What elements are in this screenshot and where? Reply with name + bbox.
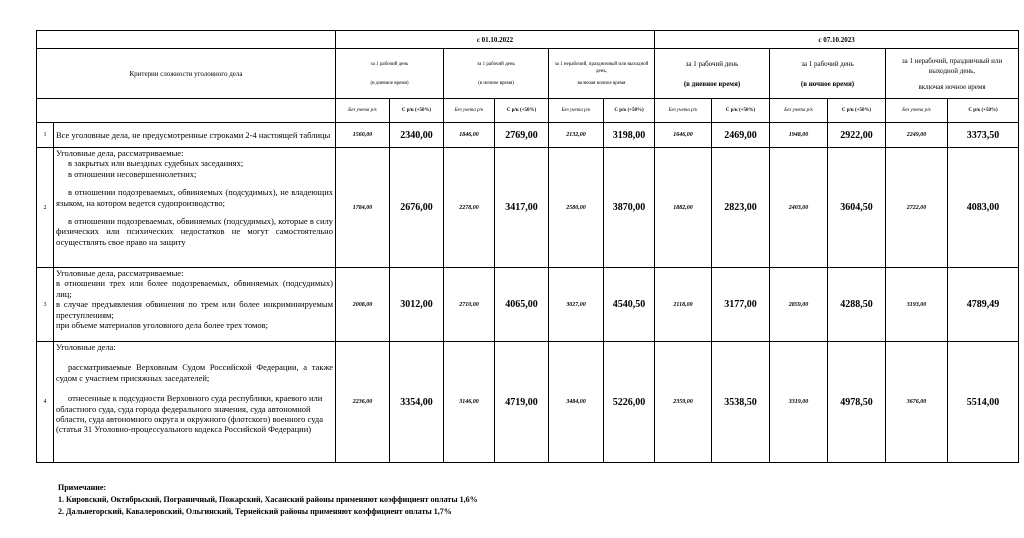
- value-cell: 3027,00: [549, 268, 604, 342]
- value-cell: 1560,00: [336, 123, 390, 148]
- value-cell: 3012,00: [390, 268, 444, 342]
- table-row-4: [37, 342, 1019, 463]
- value-cell: 3177,00: [712, 268, 770, 342]
- value-cell: 2359,00: [655, 342, 712, 463]
- period2-date: с 07.10.2023: [655, 31, 1019, 49]
- p2-holiday-title: за 1 нерабочий, праздничный или выходной день,: [901, 56, 1003, 75]
- empty-corner-cell: [37, 31, 336, 49]
- row-index: 2: [37, 148, 54, 268]
- row-text: отнесенные к подсудности Верховного суда республики, краевого или областного суда, суда города федерального значения, суда автономной области, суда автономного округа и окружного (флотского) военного суда (статья 31 Уголовно-процессуального кодекса Российской Федерации): [56, 393, 324, 435]
- p2-day-sub: (в дневное время): [683, 79, 741, 88]
- criteria-title: Критерии сложности уголовного дела: [37, 49, 336, 99]
- row-description: [54, 148, 336, 268]
- row-index: 4: [37, 342, 54, 463]
- value-cell: 3146,00: [444, 342, 495, 463]
- value-cell: 4288,50: [828, 268, 886, 342]
- row-text: в отношении трех или более подозреваемых, обвиняемых (подсудимых) лиц;: [56, 278, 333, 299]
- value-cell: 2340,00: [390, 123, 444, 148]
- sub-with-rk: С р/к (+50%): [712, 99, 770, 123]
- value-cell: 2580,00: [549, 148, 604, 268]
- p2-holiday-header: [886, 49, 1019, 99]
- table-row-1: [37, 123, 1019, 148]
- header-dates-row: [37, 31, 1019, 49]
- value-cell: 4540,50: [604, 268, 655, 342]
- value-cell: 3538,50: [712, 342, 770, 463]
- value-cell: 4083,00: [948, 148, 1019, 268]
- value-cell: 2403,00: [770, 148, 828, 268]
- p1-holiday-header: [549, 49, 655, 99]
- value-cell: 1948,00: [770, 123, 828, 148]
- value-cell: 3604,50: [828, 148, 886, 268]
- row-text: Уголовные дела, рассматриваемые:: [56, 268, 184, 278]
- value-cell: 3870,00: [604, 148, 655, 268]
- value-cell: 2132,00: [549, 123, 604, 148]
- sub-no-rk: Без учета р/к: [336, 99, 390, 123]
- note-item-1: 1. Кировский, Октябрьский, Пограничный, Пожарский, Хасанский районы применяют коэффициент оплаты 1,6%: [58, 495, 478, 504]
- tariff-table: [36, 30, 1019, 463]
- row-text: в отношении подозреваемых, обвиняемых (подсудимых), которые в силу физических или психических недостатков не могут самостоятельно осуществлять свое право на защиту: [56, 216, 333, 247]
- value-cell: 1882,00: [655, 148, 712, 268]
- row-text: при объеме материалов уголовного дела более трех томов;: [56, 320, 268, 331]
- p1-holiday-sub: включая ночное время: [577, 80, 626, 86]
- value-cell: 2823,00: [712, 148, 770, 268]
- table-row-3: [37, 268, 1019, 342]
- row-description: [54, 268, 336, 342]
- row-text: Уголовные дела, рассматриваемые:: [56, 148, 184, 158]
- period1-date: с 01.10.2022: [336, 31, 655, 49]
- value-cell: 2922,00: [828, 123, 886, 148]
- p1-day-sub: (в дневное время): [370, 80, 409, 86]
- sub-no-rk: Без учета р/к: [770, 99, 828, 123]
- sub-with-rk: С р/к (+50%): [604, 99, 655, 123]
- sub-with-rk: С р/к (+50%): [390, 99, 444, 123]
- value-cell: 2859,00: [770, 268, 828, 342]
- row-text: Уголовные дела:: [56, 342, 116, 352]
- value-cell: 1846,00: [444, 123, 495, 148]
- value-cell: 3193,00: [886, 268, 948, 342]
- table-row-2: [37, 148, 1019, 268]
- value-cell: 1646,00: [655, 123, 712, 148]
- p2-night-title: за 1 рабочий день: [801, 59, 854, 68]
- header-columns-row: [37, 49, 1019, 99]
- p1-night-header: [444, 49, 549, 99]
- p2-night-header: [770, 49, 886, 99]
- value-cell: 2236,00: [336, 342, 390, 463]
- value-cell: 3484,00: [549, 342, 604, 463]
- row-text: в отношении подозреваемых, обвиняемых (подсудимых), не владеющих языком, на котором ведется судопроизводство;: [56, 187, 333, 208]
- p1-day-header: [336, 49, 444, 99]
- sub-no-rk: Без учета р/к: [444, 99, 495, 123]
- value-cell: 2769,00: [495, 123, 549, 148]
- sub-with-rk: С р/к (+50%): [495, 99, 549, 123]
- sub-no-rk: Без учета р/к: [549, 99, 604, 123]
- row-text: в закрытых или выездных судебных заседаниях;: [68, 158, 244, 169]
- p1-night-title: за 1 рабочий день: [477, 61, 515, 67]
- value-cell: 4789,49: [948, 268, 1019, 342]
- row-text: в случае предъявления обвинения по трем или более инкриминируемым преступлениям;: [56, 299, 333, 320]
- sub-with-rk: С р/к (+50%): [948, 99, 1019, 123]
- value-cell: 2722,00: [886, 148, 948, 268]
- p2-holiday-sub: включая ночное время: [918, 82, 986, 91]
- value-cell: 2278,00: [444, 148, 495, 268]
- sub-no-rk: Без учета р/к: [886, 99, 948, 123]
- note-item-2: 2. Дальнегорский, Кавалеровский, Ольгинский, Тернейский районы применяют коэффициент оплаты 1,7%: [58, 507, 452, 516]
- value-cell: 3676,00: [886, 342, 948, 463]
- value-cell: 2249,00: [886, 123, 948, 148]
- p2-day-header: [655, 49, 770, 99]
- p1-day-title: за 1 рабочий день: [370, 61, 409, 67]
- value-cell: 5514,00: [948, 342, 1019, 463]
- notes-section: [58, 482, 478, 518]
- row-index: 3: [37, 268, 54, 342]
- value-cell: 2676,00: [390, 148, 444, 268]
- value-cell: 2008,00: [336, 268, 390, 342]
- value-cell: 1784,00: [336, 148, 390, 268]
- sub-no-rk: Без учета р/к: [655, 99, 712, 123]
- value-cell: 2710,00: [444, 268, 495, 342]
- header-sub-row: [37, 99, 1019, 123]
- value-cell: 3417,00: [495, 148, 549, 268]
- empty-sub-cell: [37, 99, 336, 123]
- row-text: Все уголовные дела, не предусмотренные строками 2-4 настоящей таблицы: [56, 129, 331, 140]
- value-cell: 3373,50: [948, 123, 1019, 148]
- value-cell: 3319,00: [770, 342, 828, 463]
- value-cell: 2118,00: [655, 268, 712, 342]
- row-text: в отношении несовершеннолетних;: [68, 168, 197, 179]
- notes-title: Примечание:: [58, 483, 107, 492]
- value-cell: 4065,00: [495, 268, 549, 342]
- p1-holiday-title: за 1 нерабочий, праздничный или выходной день,: [554, 61, 649, 74]
- value-cell: 4719,00: [495, 342, 549, 463]
- value-cell: 5226,00: [604, 342, 655, 463]
- p2-night-sub: (в ночное время): [800, 79, 855, 88]
- value-cell: 2469,00: [712, 123, 770, 148]
- value-cell: 4978,50: [828, 342, 886, 463]
- sub-with-rk: С р/к (+50%): [828, 99, 886, 123]
- value-cell: 3198,00: [604, 123, 655, 148]
- p1-night-sub: (в ночное время): [478, 80, 514, 86]
- row-description: [54, 342, 336, 463]
- row-text: рассматриваемые Верховным Судом Российской Федерации, а также судом с участием присяжных заседателей;: [56, 362, 333, 383]
- value-cell: 3354,00: [390, 342, 444, 463]
- p2-day-title: за 1 рабочий день: [685, 59, 739, 68]
- row-index: 1: [37, 123, 54, 148]
- row-description: [54, 123, 336, 148]
